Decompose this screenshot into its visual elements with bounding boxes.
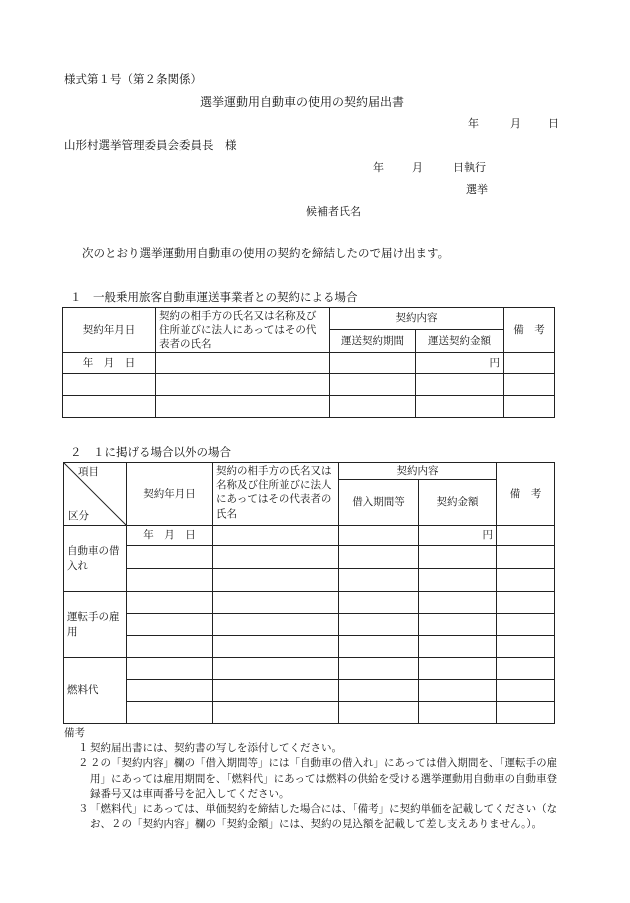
s2-fuel-row3-period[interactable] [339, 702, 419, 724]
table-row [64, 592, 555, 614]
election-label: 選挙 [466, 183, 488, 196]
s2-driver-row3-date[interactable] [127, 636, 213, 658]
s1-row2-date[interactable] [63, 374, 156, 396]
s2-driver-row1-amount[interactable] [419, 592, 497, 614]
s1-row1-date[interactable]: 年 月 日 [63, 353, 156, 374]
election-month: 月 [412, 161, 423, 174]
candidate-name-label: 候補者氏名 [306, 205, 361, 218]
s2-driver-row1-counterparty[interactable] [213, 592, 339, 614]
s2-fuel-row2-counterparty[interactable] [213, 680, 339, 702]
table-row [64, 658, 555, 680]
document-title: 選挙運動用自動車の使用の契約届出書 [200, 95, 405, 109]
s1-header-counterparty: 契約の相手方の氏名又は名称及び住所並びに法人にあってはその代表者の氏名 [156, 308, 330, 353]
note-number: ３ [78, 803, 89, 816]
s2-car-row3-remarks[interactable] [497, 569, 555, 592]
s1-row1-remarks[interactable] [504, 353, 555, 374]
s2-header-amount: 契約金額 [419, 480, 497, 526]
s2-fuel-row1-date[interactable] [127, 658, 213, 680]
note-text: ２の「契約内容」欄の「借入期間等」には「自動車の借入れ」にあっては借入期間を、「運転手の雇用」にあっては雇用期間を、「燃料代」にあっては燃料の供給を受ける選挙運動用自動車の自動車登録番号又は車両番号を記入してください。 [90, 757, 558, 800]
s2-car-row2-remarks[interactable] [497, 546, 555, 569]
s2-car-row1-amount[interactable]: 円 [419, 526, 497, 546]
s2-fuel-row1-amount[interactable] [419, 658, 497, 680]
s2-fuel-row1-counterparty[interactable] [213, 658, 339, 680]
note-number: ２ [78, 757, 89, 770]
form-number: 様式第１号（第２条関係） [64, 72, 202, 86]
s1-header-amount: 運送契約金額 [416, 330, 504, 353]
note-text: 契約届出書には、契約書の写しを添付してください。 [90, 742, 342, 755]
s1-row3-remarks[interactable] [504, 396, 555, 418]
table-row [63, 374, 555, 396]
s1-header-contract-content: 契約内容 [330, 308, 504, 330]
table-row [64, 526, 555, 546]
s2-car-row2-period[interactable] [339, 546, 419, 569]
s1-row1-amount[interactable]: 円 [416, 353, 504, 374]
s2-driver-row1-period[interactable] [339, 592, 419, 614]
s1-row2-remarks[interactable] [504, 374, 555, 396]
s2-driver-row2-amount[interactable] [419, 614, 497, 636]
s2-driver-row2-date[interactable] [127, 614, 213, 636]
s2-car-row2-amount[interactable] [419, 546, 497, 569]
s2-fuel-row3-amount[interactable] [419, 702, 497, 724]
s2-driver-row1-date[interactable] [127, 592, 213, 614]
s2-fuel-row2-amount[interactable] [419, 680, 497, 702]
s1-row3-period[interactable] [330, 396, 416, 418]
s2-header-category: 区分 [68, 509, 89, 522]
s1-row1-counterparty[interactable] [156, 353, 330, 374]
s2-car-row2-counterparty[interactable] [213, 546, 339, 569]
s2-car-row3-amount[interactable] [419, 569, 497, 592]
submission-day: 日 [548, 117, 559, 130]
submission-year: 年 [468, 117, 479, 130]
notes-section [64, 726, 564, 833]
s2-category-fuel: 燃料代 [64, 658, 127, 724]
s1-row3-date[interactable] [63, 396, 156, 418]
s1-row2-counterparty[interactable] [156, 374, 330, 396]
s2-driver-row2-remarks[interactable] [497, 614, 555, 636]
election-year: 年 [373, 161, 384, 174]
s2-driver-row3-counterparty[interactable] [213, 636, 339, 658]
s2-car-row3-counterparty[interactable] [213, 569, 339, 592]
s2-car-row2-date[interactable] [127, 546, 213, 569]
s2-category-driver: 運転手の雇用 [64, 592, 127, 658]
s2-driver-row2-counterparty[interactable] [213, 614, 339, 636]
s2-driver-row1-remarks[interactable] [497, 592, 555, 614]
s1-row2-amount[interactable] [416, 374, 504, 396]
addressee: 山形村選挙管理委員会委員長 様 [64, 138, 237, 152]
election-day: 日執行 [453, 161, 486, 174]
note-item [64, 756, 564, 802]
table-row [64, 614, 555, 636]
s1-row3-counterparty[interactable] [156, 396, 330, 418]
s2-car-row1-period[interactable] [339, 526, 419, 546]
note-item [64, 802, 564, 832]
s2-car-row1-remarks[interactable] [497, 526, 555, 546]
s1-row2-period[interactable] [330, 374, 416, 396]
s1-header-period: 運送契約期間 [330, 330, 416, 353]
table-row [64, 702, 555, 724]
s2-fuel-row2-period[interactable] [339, 680, 419, 702]
s2-header-contract-content: 契約内容 [339, 463, 497, 480]
note-number: １ [78, 742, 89, 755]
s2-header-period: 借入期間等 [339, 480, 419, 526]
s2-driver-row2-period[interactable] [339, 614, 419, 636]
table-row [63, 353, 555, 374]
s2-header-item-category [64, 463, 127, 526]
table-row [63, 396, 555, 418]
s2-driver-row3-amount[interactable] [419, 636, 497, 658]
s2-header-contract-date: 契約年月日 [127, 463, 213, 526]
s2-car-row3-date[interactable] [127, 569, 213, 592]
s2-fuel-row2-date[interactable] [127, 680, 213, 702]
s2-car-row3-period[interactable] [339, 569, 419, 592]
section2-heading: ２ １に掲げる場合以外の場合 [70, 445, 231, 459]
note-item [64, 741, 564, 756]
table-row [64, 546, 555, 569]
s1-row1-period[interactable] [330, 353, 416, 374]
submission-month: 月 [510, 117, 521, 130]
note-text: 「燃料代」にあっては、単価契約を締結した場合には、「備考」に契約単価を記載してください（なお、２の「契約内容」欄の「契約金額」には、契約の見込額を記載して差し支えありません。）。 [90, 803, 558, 831]
s2-fuel-row1-period[interactable] [339, 658, 419, 680]
s2-car-row1-date[interactable]: 年 月 日 [127, 526, 213, 546]
s1-row3-amount[interactable] [416, 396, 504, 418]
section2-table [63, 462, 555, 724]
s2-fuel-row3-counterparty[interactable] [213, 702, 339, 724]
s2-category-car: 自動車の借入れ [64, 526, 127, 592]
s2-header-item: 項目 [78, 466, 99, 478]
s1-header-remarks: 備 考 [504, 308, 555, 353]
s2-header-remarks: 備 考 [497, 463, 555, 526]
section1-heading: １ 一般乗用旅客自動車運送事業者との契約による場合 [70, 290, 358, 304]
s2-car-row1-counterparty[interactable] [213, 526, 339, 546]
s2-fuel-row2-remarks[interactable] [497, 680, 555, 702]
notes-heading: 備考 [64, 727, 85, 739]
s2-fuel-row1-remarks[interactable] [497, 658, 555, 680]
intro-text: 次のとおり選挙運動用自動車の使用の契約を締結したので届け出ます。 [82, 246, 450, 260]
table-row [64, 680, 555, 702]
table-row [64, 569, 555, 592]
s2-driver-row3-period[interactable] [339, 636, 419, 658]
s2-header-counterparty: 契約の相手方の氏名又は名称及び住所並びに法人にあってはその代表者の氏名 [213, 463, 339, 526]
s2-fuel-row3-date[interactable] [127, 702, 213, 724]
table-row [64, 636, 555, 658]
s1-header-contract-date: 契約年月日 [63, 308, 156, 353]
s2-driver-row3-remarks[interactable] [497, 636, 555, 658]
s2-fuel-row3-remarks[interactable] [497, 702, 555, 724]
section1-table [62, 307, 555, 418]
